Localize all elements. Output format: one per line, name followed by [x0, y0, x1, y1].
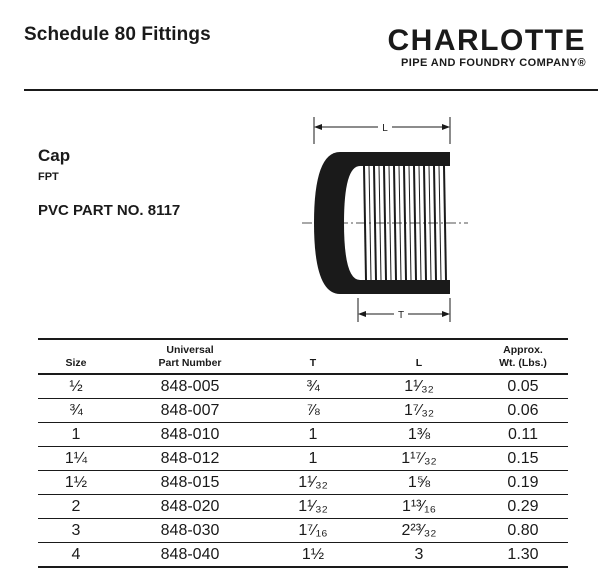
table-row — [38, 543, 568, 568]
cell-size: 4 — [38, 543, 114, 568]
header-weight-line2: Wt. (Lbs.) — [499, 357, 547, 369]
cell-size: 1¼ — [38, 447, 114, 471]
cell-t: 1 — [266, 423, 360, 447]
table-row — [38, 519, 568, 543]
cell-t: 1⁷⁄₁₆ — [266, 519, 360, 543]
cell-l: 1¹³⁄₁₆ — [360, 495, 478, 519]
table-header-row — [38, 339, 568, 374]
dim-t-arrow-right — [442, 311, 450, 317]
cell-part: 848-012 — [114, 447, 266, 471]
cell-t: 1½ — [266, 543, 360, 568]
cell-t: 1¹⁄₃₂ — [266, 471, 360, 495]
cell-l: 1¹⁄₃₂ — [360, 374, 478, 399]
cell-t: ⅞ — [266, 399, 360, 423]
cell-size: 3 — [38, 519, 114, 543]
cell-wt: 0.05 — [478, 374, 568, 399]
table-row — [38, 423, 568, 447]
header-divider — [24, 89, 598, 91]
cell-size: 1 — [38, 423, 114, 447]
table-row — [38, 399, 568, 423]
brand-logo — [388, 26, 586, 69]
header-t-label: T — [309, 357, 317, 369]
cell-size: ½ — [38, 374, 114, 399]
cell-part: 848-030 — [114, 519, 266, 543]
header-weight — [478, 339, 568, 374]
cell-part: 848-007 — [114, 399, 266, 423]
dim-l-arrow-left — [314, 124, 322, 130]
product-connection-type: FPT — [38, 171, 59, 183]
cell-size: 1½ — [38, 471, 114, 495]
header-t — [266, 339, 360, 374]
table-row — [38, 471, 568, 495]
cell-part: 848-040 — [114, 543, 266, 568]
cell-wt: 1.30 — [478, 543, 568, 568]
product-part-number: PVC PART NO. 8117 — [38, 202, 181, 219]
dim-l-label: L — [382, 123, 388, 134]
cell-part: 848-020 — [114, 495, 266, 519]
dim-t-label: T — [397, 310, 405, 321]
cell-wt: 0.29 — [478, 495, 568, 519]
cell-l: 1¹⁷⁄₃₂ — [360, 447, 478, 471]
cell-t: 1 — [266, 447, 360, 471]
dimensions-table — [38, 338, 568, 568]
header-weight-line1: Approx. — [503, 344, 543, 356]
page-title: Schedule 80 Fittings — [24, 24, 211, 45]
cell-l: 1⅜ — [360, 423, 478, 447]
cell-wt: 0.19 — [478, 471, 568, 495]
cell-t: 1¹⁄₃₂ — [266, 495, 360, 519]
product-name: Cap — [38, 146, 71, 165]
cap-cross-section-diagram — [300, 112, 470, 327]
header-part-line1: Universal — [166, 344, 214, 356]
cell-l: 1⅝ — [360, 471, 478, 495]
cell-size: 2 — [38, 495, 114, 519]
header-size-label: Size — [65, 357, 87, 369]
header-l-label: L — [415, 357, 423, 369]
brand-name: CHARLOTTE — [387, 24, 586, 57]
cell-wt: 0.80 — [478, 519, 568, 543]
cell-l: 2²³⁄₃₂ — [360, 519, 478, 543]
brand-subtitle: PIPE AND FOUNDRY COMPANY® — [401, 57, 586, 69]
cell-size: ¾ — [38, 399, 114, 423]
cell-part: 848-010 — [114, 423, 266, 447]
header-size — [38, 339, 114, 374]
table-row — [38, 374, 568, 399]
dim-t-arrow-left — [358, 311, 366, 317]
cell-part: 848-005 — [114, 374, 266, 399]
table-row — [38, 447, 568, 471]
header-part-number — [114, 339, 266, 374]
cell-wt: 0.15 — [478, 447, 568, 471]
header-part-line2: Part Number — [158, 357, 222, 369]
cell-wt: 0.11 — [478, 423, 568, 447]
cell-l: 1⁷⁄₃₂ — [360, 399, 478, 423]
cell-part: 848-015 — [114, 471, 266, 495]
cell-wt: 0.06 — [478, 399, 568, 423]
dim-l-arrow-right — [442, 124, 450, 130]
table-row — [38, 495, 568, 519]
header-l — [360, 339, 478, 374]
cell-t: ¾ — [266, 374, 360, 399]
cell-l: 3 — [360, 543, 478, 568]
